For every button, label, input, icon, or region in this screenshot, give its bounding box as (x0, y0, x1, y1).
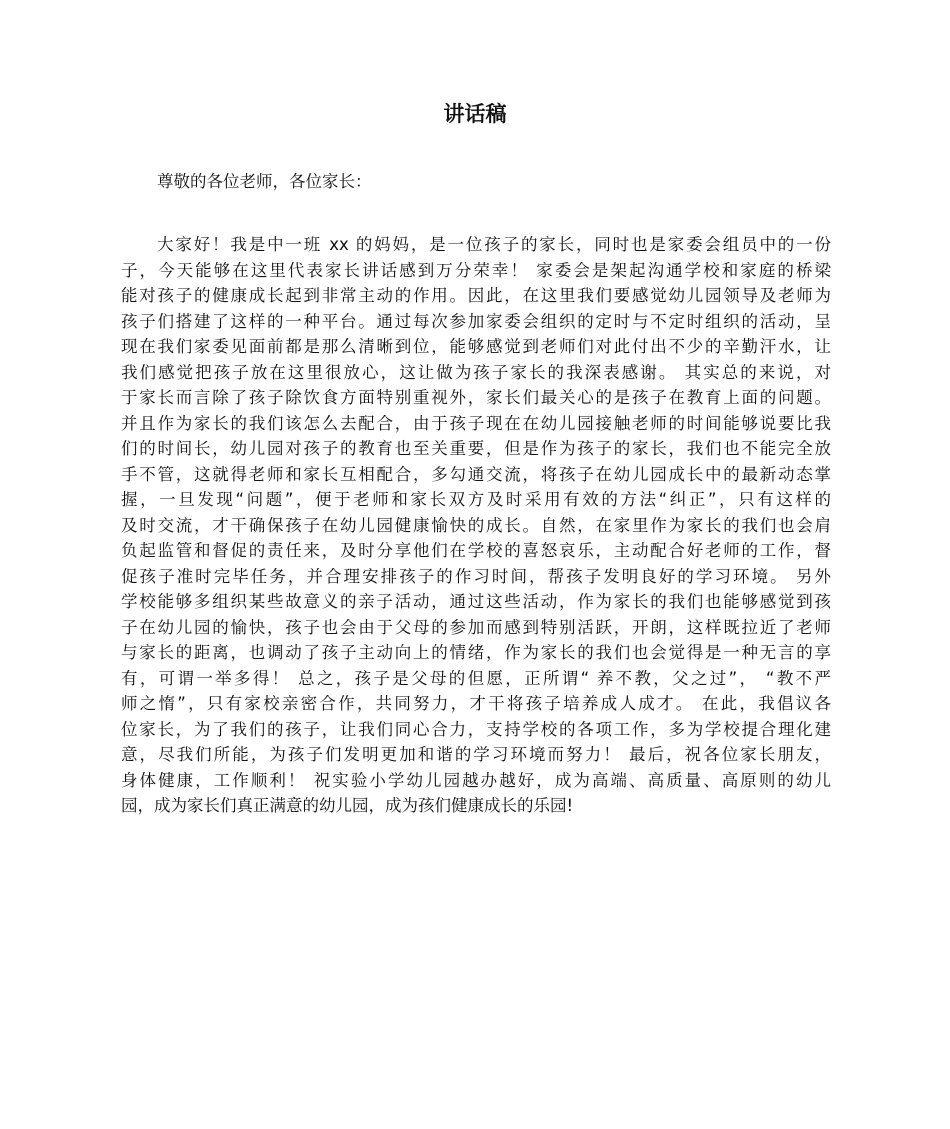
salutation: 尊敬的各位老师，各位家长： (157, 172, 372, 191)
body-line: 们的时间长，幼儿园对孩子的教育也至关重要，但是作为孩子的家长，我们也不能完全放 (121, 439, 831, 458)
body-line: 孩子们搭建了这样的一种平台。通过每次参加家委会组织的定时与不定时组织的活动，呈 (121, 311, 831, 331)
body-line: 学校能够多组织某些故意义的亲子活动，通过这些活动，作为家长的我们也能够感觉到孩 (121, 592, 831, 611)
body-line: 并且作为家长的我们该怎么去配合，由于孩子现在在幼儿园接触老师的时间能够说要比我 (121, 413, 831, 433)
body-line: 子，今天能够在这里代表家长讲话感到万分荣幸！ 家委会是架起沟通学校和家庭的桥梁 (121, 260, 831, 280)
body-line: 大家好！我是中一班 xx 的妈妈，是一位孩子的家长，同时也是家委会组员中的一份 (157, 235, 831, 254)
body-line: 于家长而言除了孩子除饮食方面特别重视外，家长们最关心的是孩子在教育上面的问题。 (121, 388, 831, 407)
body-line: 身体健康，工作顺利！ 祝实验小学幼儿园越办越好，成为高端、高质量、高原则的幼儿 (121, 770, 831, 790)
body-line: 与家长的距离，也调动了孩子主动向上的情绪，作为家长的我们也会觉得是一种无言的享 (121, 643, 831, 662)
body-line: 促孩子准时完毕任务，并合理安排孩子的作习时间，帮孩子发明良好的学习环境。 另外 (121, 566, 831, 586)
body-line: 位家长，为了我们的孩子，让我们同心合力，支持学校的各项工作，多为学校提合理化建 (121, 719, 831, 739)
body-line: 能对孩子的健康成长起到非常主动的作用。因此，在这里我们要感觉幼儿园领导及老师为 (121, 286, 831, 305)
body-line: 我们感觉把孩子放在这里很放心，这让做为孩子家长的我深表感谢。 其实总的来说，对 (121, 362, 831, 382)
document-title: 讲话稿 (443, 102, 507, 126)
body-line: 子在幼儿园的愉快，孩子也会由于父母的参加而感到特别活跃，开朗，这样既拉近了老师 (121, 617, 831, 637)
body-line: 及时交流，才干确保孩子在幼儿园健康愉快的成长。自然，在家里作为家长的我们也会肩 (121, 515, 831, 535)
body-line: 手不管，这就得老师和家长互相配合，多勾通交流，将孩子在幼儿园成长中的最新动态掌 (121, 464, 831, 484)
body-line: 园，成为家长们真正满意的幼儿园，成为孩们健康成长的乐园! (121, 796, 574, 815)
body-line: 负起监管和督促的责任来，及时分享他们在学校的喜怒哀乐，主动配合好老师的工作，督 (121, 541, 831, 560)
speech-body (121, 232, 831, 819)
body-line: 有，可谓一举多得！ 总之，孩子是父母的但愿，正所谓“ 养不教，父之过”， “教不严 (121, 668, 831, 688)
body-line: 现在我们家委见面前都是那么清晰到位，能够感觉到老师们对此付出不少的辛勤汗水，让 (121, 337, 831, 356)
body-line: 师之惰”，只有家校亲密合作，共同努力，才干将孩子培养成人成才。 在此，我倡议各 (121, 694, 831, 713)
body-line: 握，一旦发现“问题”，便于老师和家长双方及时采用有效的方法“纠正”，只有这样的 (121, 490, 831, 509)
body-line: 意，尽我们所能，为孩子们发明更加和谐的学习环境而努力！ 最后，祝各位家长朋友， (121, 745, 831, 764)
